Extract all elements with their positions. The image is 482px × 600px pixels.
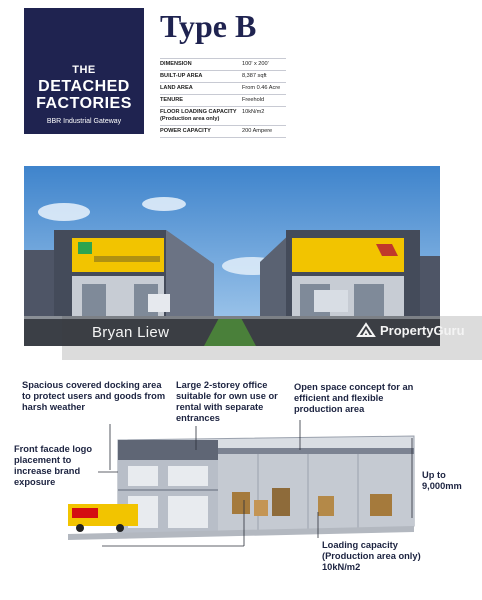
page-title: Type B — [160, 8, 257, 44]
spec-value: 8,387 sqft — [242, 73, 267, 79]
callout-office: Large 2-storey office suitable for own use or rental with separate entrances — [176, 380, 278, 423]
spec-table — [160, 58, 286, 138]
spec-row — [160, 94, 286, 106]
spec-label: BUILT-UP AREA — [160, 73, 203, 79]
spec-label: LAND AREA — [160, 85, 193, 91]
badge-line-1: THE — [72, 64, 96, 76]
callout-open-space: Open space concept for an efficient and flexible production area — [294, 382, 414, 414]
spec-label: DIMENSION — [160, 61, 192, 67]
badge-line-3: FACTORIES — [36, 95, 132, 112]
spec-row — [160, 106, 286, 125]
badge-line-2: DETACHED — [38, 78, 130, 95]
badge-subtitle: BBR Industrial Gateway — [46, 118, 122, 125]
spec-label: FLOOR LOADING CAPACITY (Production area only) — [160, 109, 237, 122]
spec-row — [160, 70, 286, 82]
spec-value: 100' x 200' — [242, 61, 269, 67]
callout-facade-logo: Front facade logo placement to increase brand exposure — [14, 444, 92, 487]
callout-docking-area: Spacious covered docking area to protect users and goods from harsh weather — [22, 380, 166, 412]
factory-cutaway-illustration — [68, 430, 418, 550]
propertyguru-logo-icon — [356, 322, 376, 338]
watermark-brand-text: PropertyGuru — [380, 322, 465, 338]
watermark-brand — [356, 322, 465, 338]
spec-row — [160, 58, 286, 70]
spec-label: POWER CAPACITY — [160, 128, 211, 134]
spec-label: TENURE — [160, 97, 183, 103]
spec-row — [160, 82, 286, 94]
spec-value: From 0.46 Acre — [242, 85, 281, 91]
callout-loading-capacity: Loading capacity (Production area only) 10kN/m2 — [322, 540, 421, 572]
watermark-agent-name: Bryan Liew — [92, 324, 170, 341]
spec-row — [160, 125, 286, 138]
spec-value: Freehold — [242, 97, 265, 103]
spec-value: 200 Ampere — [242, 128, 273, 134]
spec-value: 10kN/m2 — [242, 109, 265, 115]
badge-title — [24, 78, 144, 112]
brand-badge — [24, 8, 144, 134]
callout-height: Up to 9,000mm — [422, 470, 462, 491]
